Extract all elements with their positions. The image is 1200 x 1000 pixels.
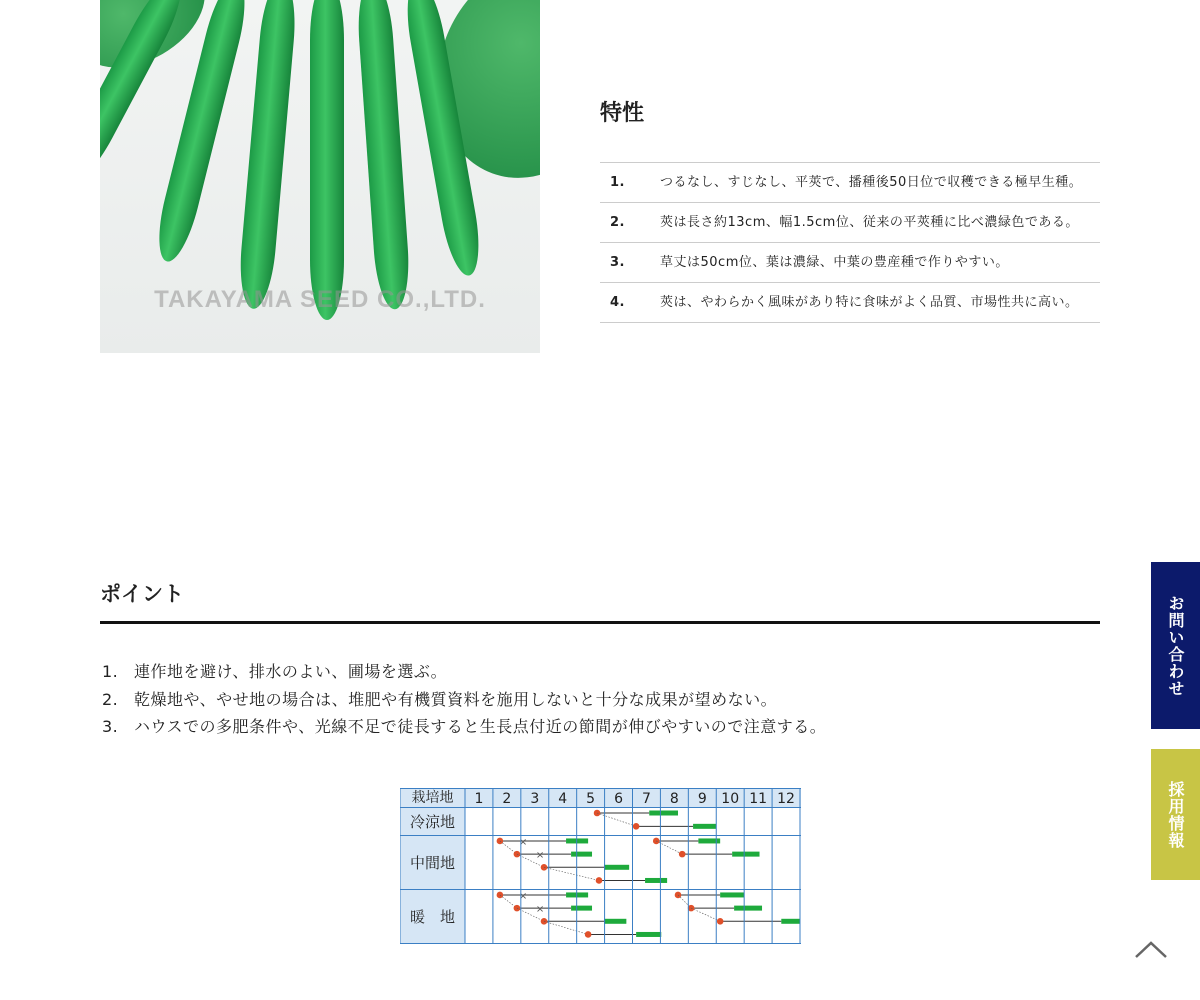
harvest-bar: [571, 906, 592, 911]
bean-image: [355, 0, 412, 310]
features-list: [600, 162, 1100, 323]
connector-line: [544, 867, 599, 880]
points-list: [102, 658, 826, 741]
sowing-dot: [514, 905, 521, 912]
harvest-bar: [636, 932, 661, 937]
recruit-button[interactable]: 採用情報: [1151, 749, 1200, 880]
harvest-bar: [693, 824, 716, 829]
feature-number: 2.: [610, 215, 625, 230]
feature-item: [600, 283, 1100, 323]
header-bg: [400, 788, 801, 807]
point-number: 2.: [102, 689, 119, 709]
harvest-bar: [649, 811, 678, 816]
sowing-dot: [679, 851, 686, 858]
region-label: 暖 地: [409, 908, 456, 926]
month-tick-label: 4: [558, 791, 568, 807]
feature-number: 3.: [610, 255, 625, 270]
transplant-mark: ×: [535, 850, 545, 862]
photo-watermark: TAKAYAMA SEED CO.,LTD.: [154, 286, 486, 313]
harvest-bar: [732, 852, 759, 857]
points-heading: ポイント: [100, 582, 184, 606]
sowing-dot: [497, 892, 504, 899]
harvest-bar: [571, 852, 592, 857]
month-tick-label: 8: [669, 791, 679, 807]
harvest-bar: [645, 878, 667, 883]
harvest-bar: [720, 892, 744, 897]
product-photo: [100, 0, 540, 353]
connector-line: [544, 921, 588, 934]
harvest-bar: [781, 919, 800, 924]
sowing-dot: [514, 851, 521, 858]
features-heading: 特性: [600, 101, 645, 126]
month-tick-label: 10: [721, 791, 740, 807]
header-label: 栽培地: [411, 790, 454, 806]
point-number: 3.: [102, 717, 119, 736]
month-tick-label: 9: [697, 791, 707, 807]
feature-item: [600, 243, 1100, 283]
point-number: 1.: [102, 662, 119, 681]
region-label: 冷涼地: [409, 813, 456, 831]
feature-number: 1.: [610, 175, 625, 190]
section-divider: [100, 621, 1100, 624]
feature-text: 草丈は50cm位、葉は濃緑、中葉の豊産種で作りやすい。: [660, 255, 1009, 270]
sowing-dot: [717, 918, 724, 925]
point-text: 連作地を避け、排水のよい、圃場を選ぶ。: [134, 662, 448, 681]
sowing-dot: [653, 838, 660, 845]
harvest-bar: [698, 838, 720, 843]
sowing-dot: [541, 864, 548, 871]
point-text: 乾燥地や、やせ地の場合は、堆肥や有機質資料を施用しないと十分な成果が望めない。: [134, 689, 778, 709]
transplant-mark: ×: [535, 904, 545, 916]
sowing-dot: [633, 823, 640, 830]
point-item: [102, 686, 826, 714]
point-item: [102, 658, 826, 686]
month-tick-label: 2: [502, 791, 512, 807]
feature-number: 4.: [610, 295, 625, 310]
cultivation-calendar: [400, 788, 801, 944]
month-tick-label: 3: [530, 791, 540, 807]
harvest-bar: [734, 906, 762, 911]
harvest-bar: [604, 865, 629, 870]
feature-text: 莢は長さ約13cm、幅1.5cm位、従来の平莢種に比べ濃緑色である。: [660, 215, 1079, 230]
point-text: ハウスでの多肥条件や、光線不足で徒長すると生長点付近の節間が伸びやすいので注意する。: [134, 717, 827, 736]
point-item: [102, 713, 826, 741]
back-to-top-chevron-up-icon[interactable]: [1133, 935, 1169, 963]
sowing-dot: [585, 931, 592, 938]
month-tick-label: 5: [586, 791, 596, 807]
bean-image: [236, 0, 299, 310]
bean-image: [310, 0, 344, 320]
feature-text: 莢は、やわらかく風味があり特に食味がよく品質、市場性共に高い。: [660, 295, 1079, 310]
month-tick-label: 1: [474, 791, 484, 807]
month-tick-label: 7: [641, 791, 651, 807]
contact-button[interactable]: お問い合わせ: [1151, 562, 1200, 729]
month-tick-label: 11: [749, 791, 768, 807]
region-label: 中間地: [409, 854, 456, 872]
sowing-dot: [497, 838, 504, 845]
feature-text: つるなし、すじなし、平莢で、播種後50日位で収穫できる極早生種。: [660, 175, 1083, 190]
sowing-dot: [596, 877, 603, 884]
month-tick-label: 12: [777, 791, 795, 807]
feature-item: [600, 203, 1100, 243]
harvest-bar: [604, 919, 626, 924]
month-tick-label: 6: [614, 791, 624, 807]
feature-item: [600, 163, 1100, 203]
transplant-mark: ×: [518, 836, 528, 848]
sowing-dot: [541, 918, 548, 925]
transplant-mark: ×: [518, 890, 528, 902]
connector-line: [597, 813, 636, 826]
